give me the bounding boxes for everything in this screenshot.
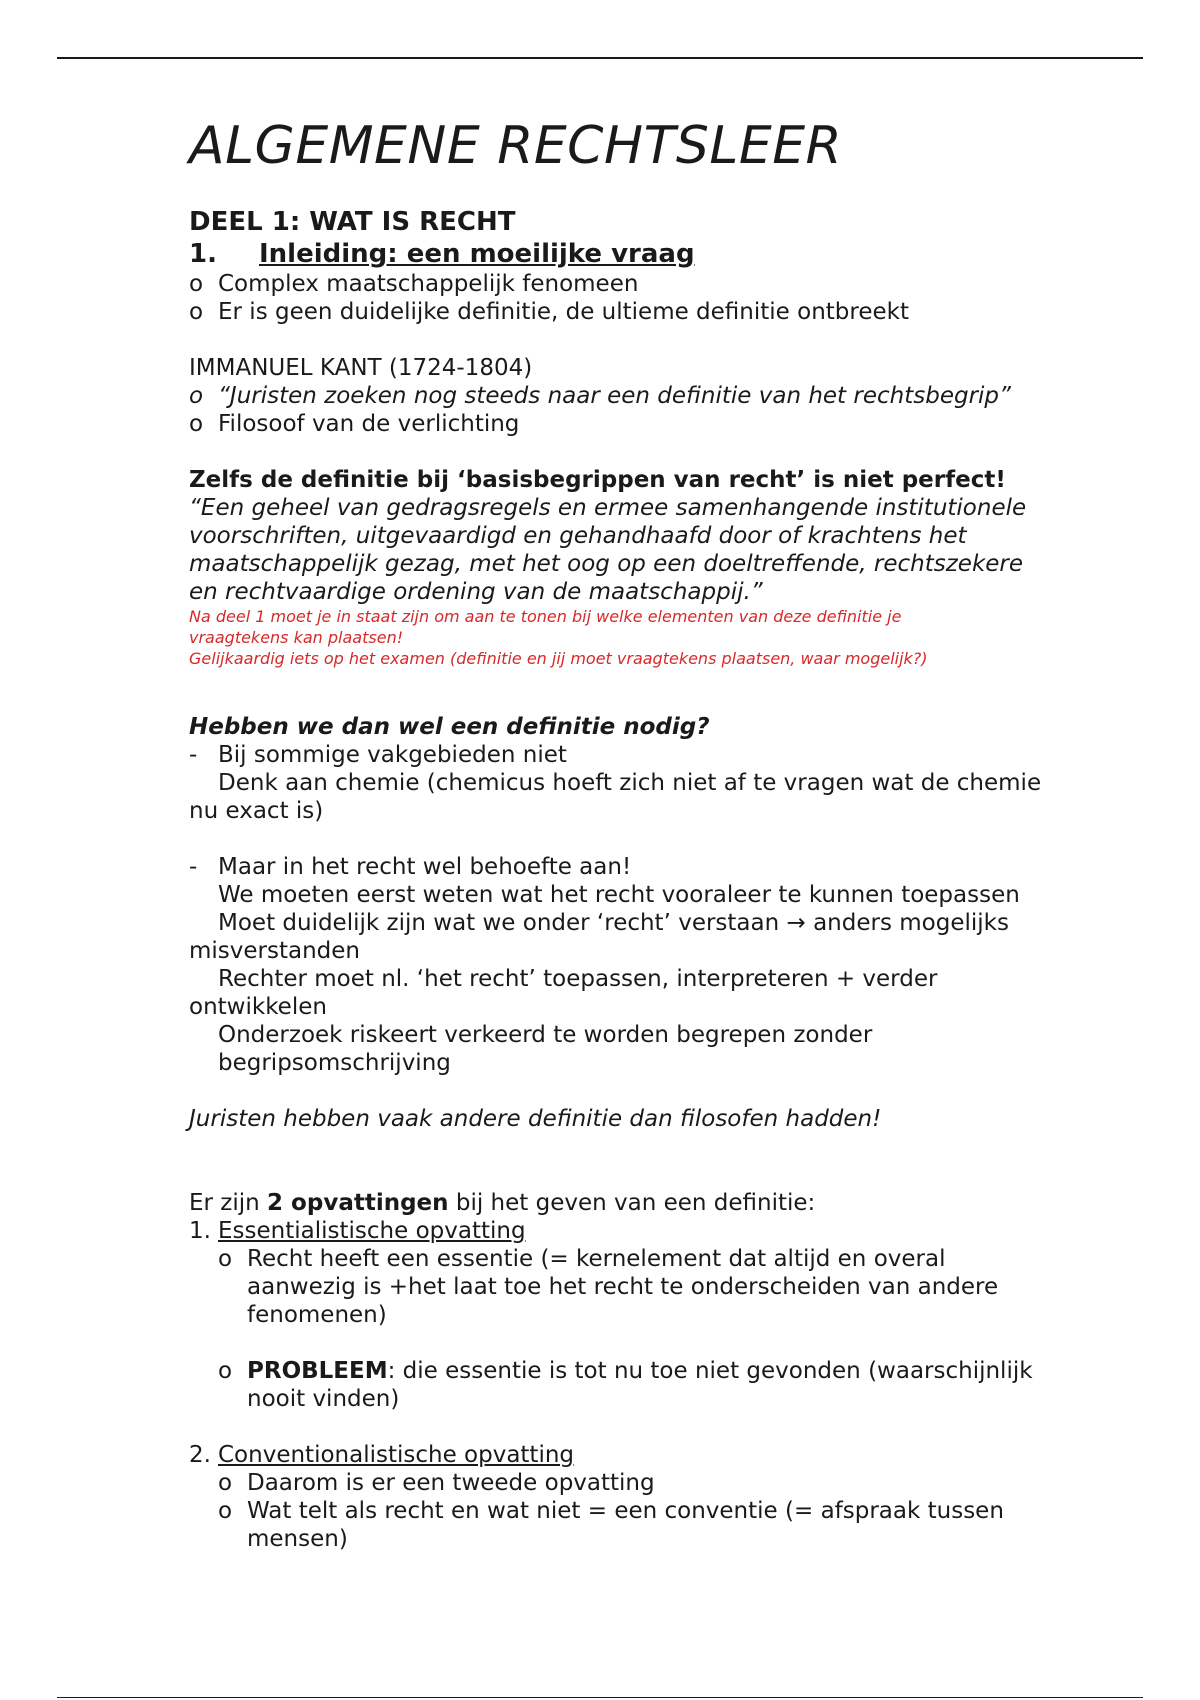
bullet-text: Er is geen duidelijke definitie, de ultieme definitie ontbreekt [218, 299, 909, 325]
bullet-text: Recht heeft een essentie (= kernelement dat altijd en overal [247, 1246, 946, 1272]
view-1-heading [189, 1217, 1089, 1245]
definition-heading: Zelfs de definitie bij ‘basisbegrippen van recht’ is niet perfect! [189, 467, 1006, 493]
exam-note: Gelijkaardig iets op het examen (definitie en jij moet vraagtekens plaatsen, waar mogelijk?) [189, 649, 928, 668]
continuation-line: misverstanden [189, 938, 360, 964]
views-intro-post: bij het geven van een definitie: [448, 1190, 816, 1216]
bullet-text: Bij sommige vakgebieden niet [218, 742, 567, 768]
views-intro-bold: 2 opvattingen [267, 1190, 449, 1216]
list-item [189, 1357, 1089, 1413]
dash-marker: - [189, 742, 198, 768]
document-title: ALGEMENE RECHTSLEER [189, 116, 843, 176]
continuation-line: Moet duidelijk zijn wat we onder ‘recht’ verstaan → anders mogelijks [218, 910, 1009, 936]
views-intro-pre: Er zijn [189, 1190, 268, 1216]
view-title: Conventionalistische opvatting [218, 1442, 575, 1468]
exam-note: Na deel 1 moet je in staat zijn om aan te tonen bij welke elementen van deze definitie je [189, 607, 902, 626]
bullet-marker: o [218, 1358, 233, 1384]
bullet-text: fenomenen) [247, 1302, 387, 1328]
definition-quote-line: maatschappelijk gezag, met het oog op een doeltreffende, rechtszekere [189, 551, 1024, 577]
continuation-line: begripsomschrijving [218, 1050, 451, 1076]
view-2-heading [189, 1441, 1089, 1469]
list-item [189, 382, 1089, 410]
kant-note: Filosoof van de verlichting [218, 411, 520, 437]
continuation-line: We moeten eerst weten wat het recht vooraleer te kunnen toepassen [218, 882, 1020, 908]
bullet-marker: o [189, 383, 204, 409]
bullet-marker: o [189, 271, 204, 297]
bullet-marker: o [189, 299, 204, 325]
definition-quote-line: “Een geheel van gedragsregels en ermee samenhangende institutionele [189, 495, 1027, 521]
list-item [189, 1469, 1089, 1497]
list-item [189, 1497, 1089, 1553]
definition-quote-line: en rechtvaardige ordening van de maatschappij.” [189, 579, 763, 605]
bullet-text: Daarom is er een tweede opvatting [247, 1470, 655, 1496]
list-item [189, 741, 1089, 769]
kant-heading: IMMANUEL KANT (1724-1804) [189, 355, 533, 381]
continuation-line: Onderzoek riskeert verkeerd te worden begrepen zonder [218, 1022, 873, 1048]
chapter-number: 1. [189, 239, 217, 269]
bullet-marker: o [218, 1470, 233, 1496]
kant-quote: “Juristen zoeken nog steeds naar een definitie van het rechtsbegrip” [218, 383, 1011, 409]
list-item [189, 853, 1089, 881]
list-item [189, 1245, 1089, 1329]
continuation-line: ontwikkelen [189, 994, 327, 1020]
closing-remark: Juristen hebben vaak andere definitie dan filosofen hadden! [189, 1106, 882, 1132]
views-intro [189, 1189, 1089, 1217]
bullet-marker: o [218, 1498, 233, 1524]
bullet-text: : die essentie is tot nu toe niet gevonden (waarschijnlijk [387, 1358, 1033, 1384]
top-rule [57, 57, 1143, 59]
continuation-line: Rechter moet nl. ‘het recht’ toepassen, interpreteren + verder [218, 966, 938, 992]
bullet-marker: o [189, 411, 204, 437]
bullet-text: nooit vinden) [247, 1386, 400, 1412]
bullet-text: mensen) [247, 1526, 348, 1552]
continuation-line: nu exact is) [189, 798, 324, 824]
document-page [189, 112, 1089, 1553]
chapter-title: Inleiding: een moeilijke vraag [259, 239, 695, 269]
view-title: Essentialistische opvatting [218, 1218, 526, 1244]
bullet-text: aanwezig is +het laat toe het recht te onderscheiden van andere [247, 1274, 999, 1300]
problem-label: PROBLEEM [247, 1358, 388, 1384]
list-item [189, 410, 1089, 438]
part-heading: DEEL 1: WAT IS RECHT [189, 207, 516, 237]
bullet-text: Maar in het recht wel behoefte aan! [218, 854, 632, 880]
bullet-marker: o [218, 1246, 233, 1272]
bullet-text: Complex maatschappelijk fenomeen [218, 271, 639, 297]
exam-note: vraagtekens kan plaatsen! [189, 628, 404, 647]
view-number: 2. [189, 1442, 211, 1468]
dash-marker: - [189, 854, 198, 880]
continuation-line: Denk aan chemie (chemicus hoeft zich niet af te vragen wat de chemie [218, 770, 1042, 796]
definition-quote-line: voorschriften, uitgevaardigd en gehandhaafd door of krachtens het [189, 523, 967, 549]
bottom-rule [57, 1697, 1143, 1698]
view-number: 1. [189, 1218, 211, 1244]
bullet-text: Wat telt als recht en wat niet = een conventie (= afspraak tussen [247, 1498, 1004, 1524]
need-heading: Hebben we dan wel een definitie nodig? [189, 714, 710, 740]
list-item [189, 298, 1089, 326]
chapter-heading [189, 238, 1089, 270]
list-item [189, 270, 1089, 298]
